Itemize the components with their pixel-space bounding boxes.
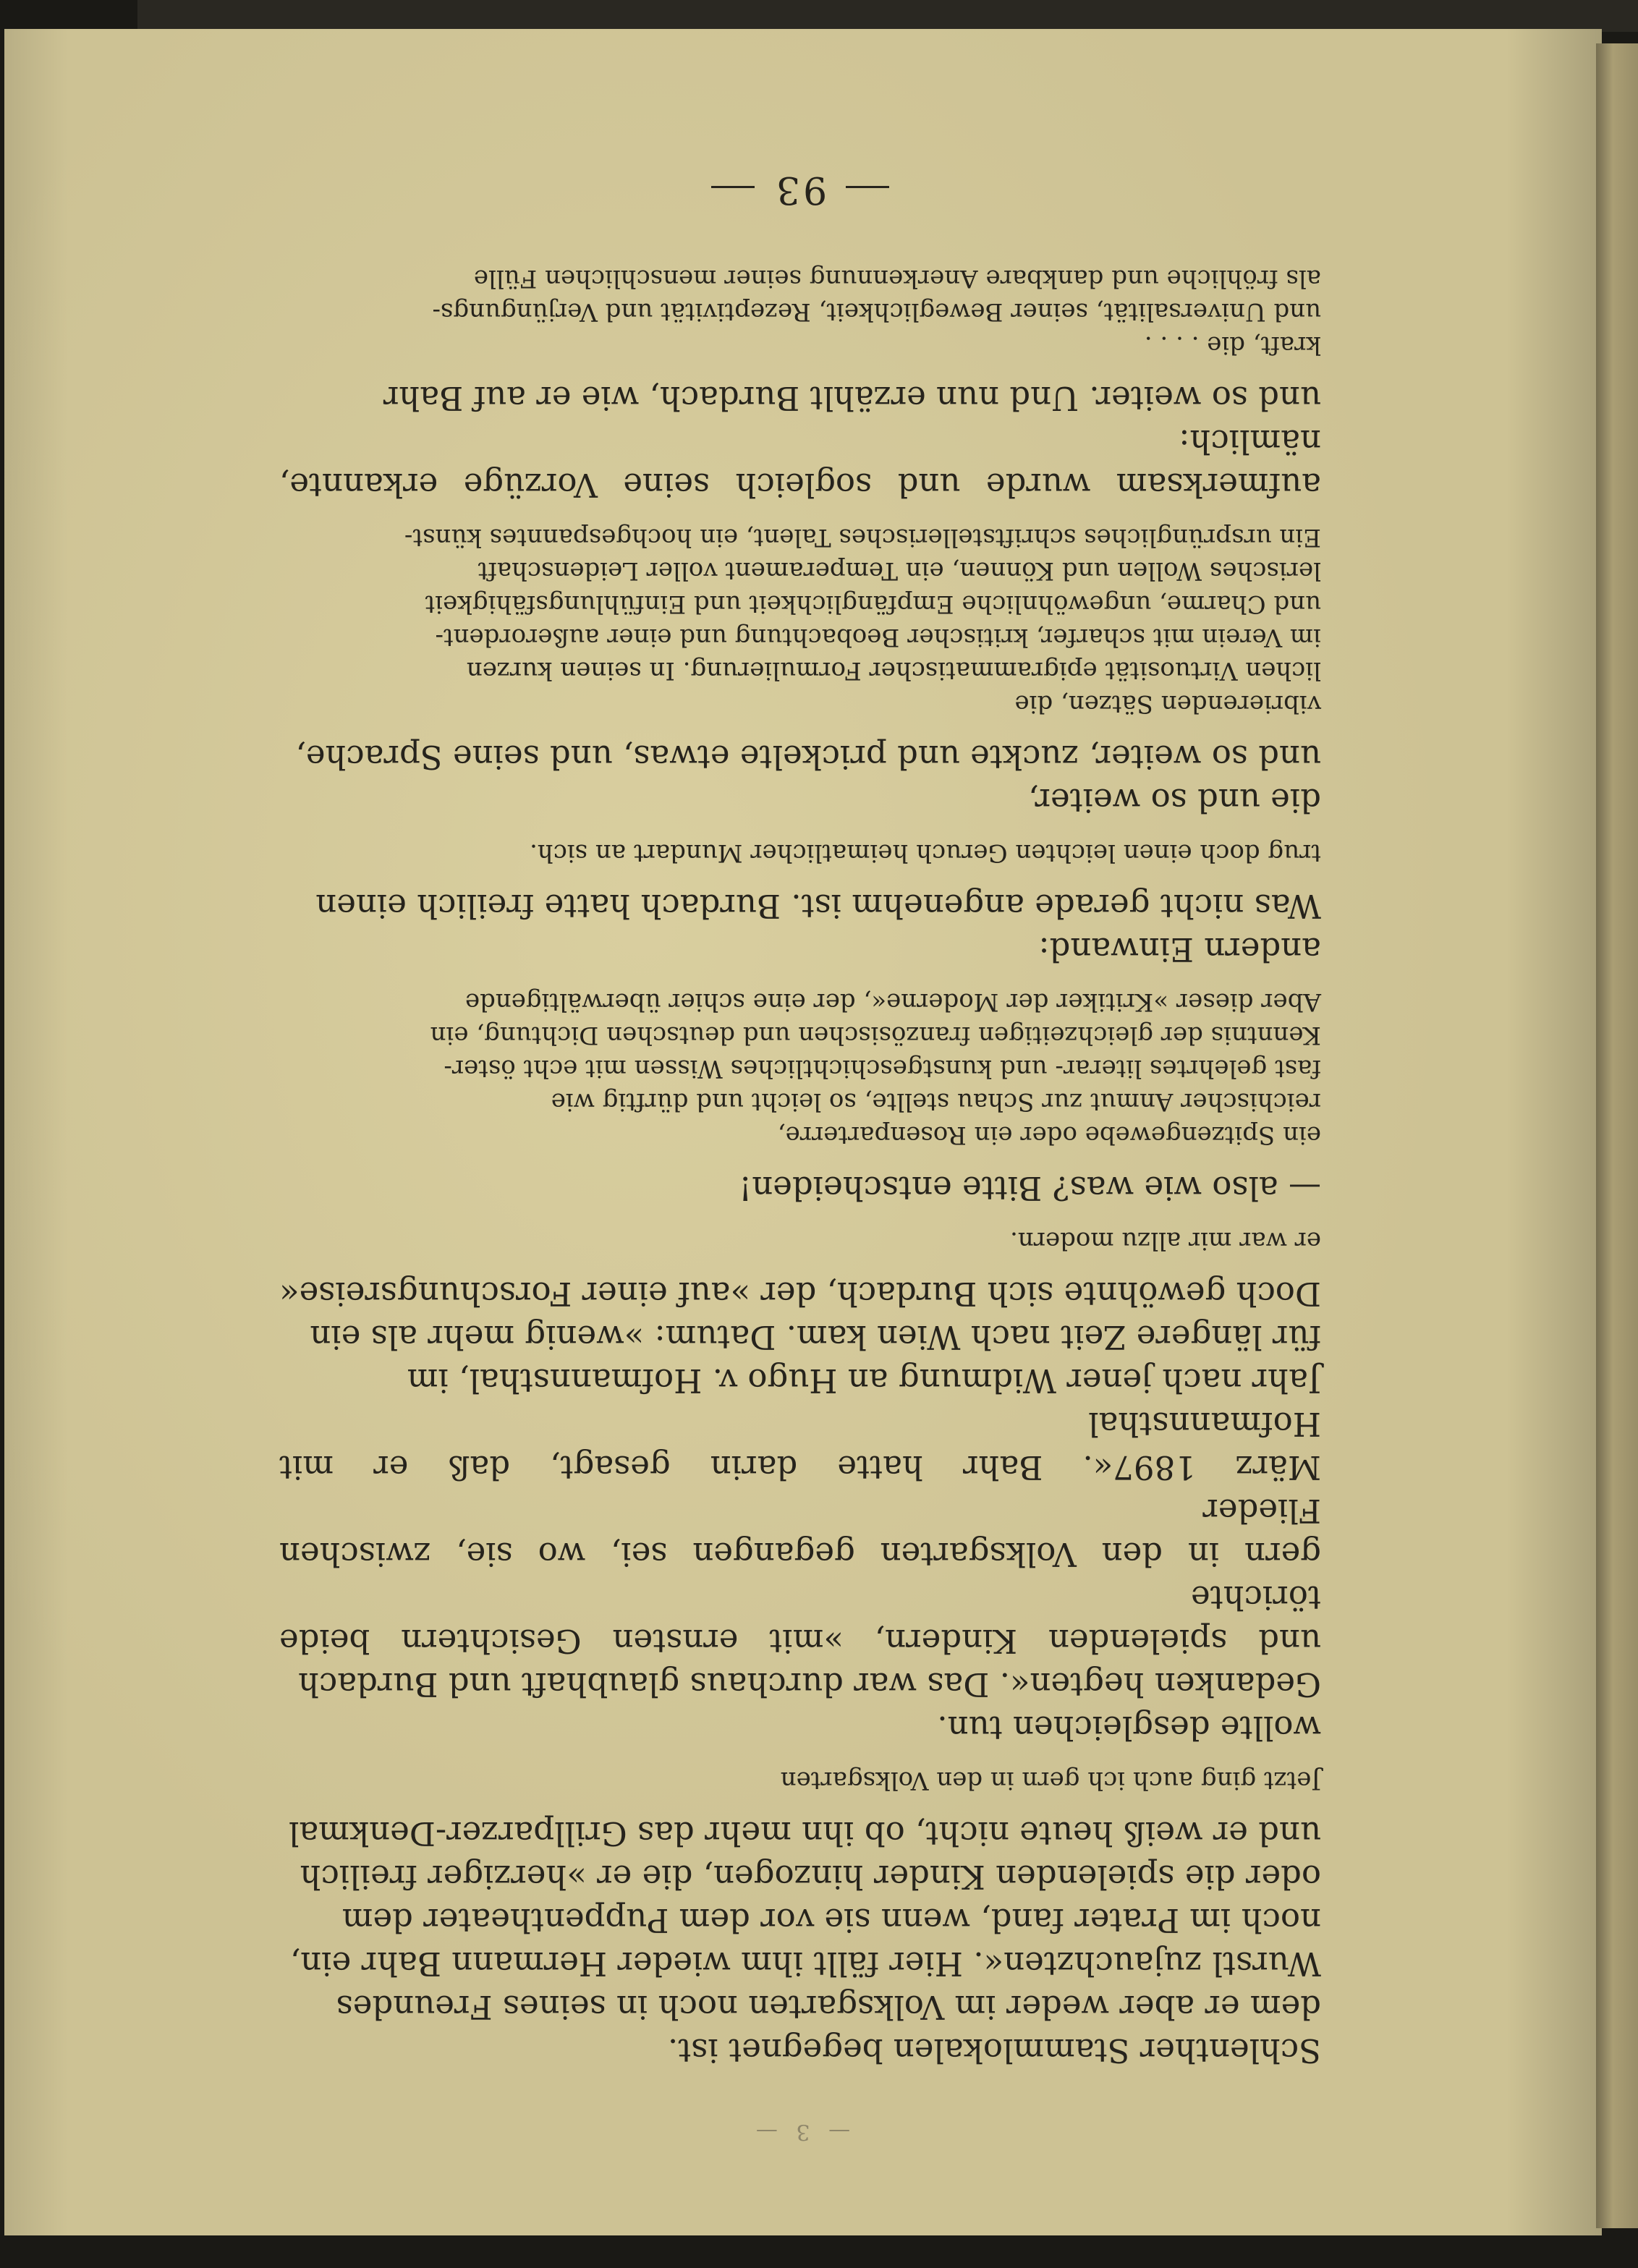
block-gap: [279, 971, 1321, 985]
block-gap: [279, 1210, 1321, 1224]
quote-line: lerisches Wollen und Können, ein Temperament voller Leidenschaft: [478, 556, 1321, 585]
page-number-dash-right: [711, 186, 755, 188]
block-gap: [279, 870, 1321, 884]
text-line: März 1897«. Bahr hatte darin gesagt, daß er mit Hofmannsthal: [279, 1405, 1321, 1487]
text-line: Jahr nach jener Widmung an Hugo v. Hofmannsthal, im: [407, 1362, 1321, 1400]
text-line: oder die spielenden Kinder hinzogen, die er »herziger freilich: [300, 1858, 1321, 1896]
text-line: und so weiter. Und nun erzählt Burdach, wie er auf Bahr: [383, 379, 1321, 417]
quote-line: im Verein mit scharfer, kritischer Beobachtung und einer außerordent-: [435, 623, 1321, 652]
text-line: Gedanken hegten«. Das war durchaus glaubhaft und Burdach: [298, 1665, 1321, 1704]
block-gap: [279, 506, 1321, 521]
block-gap: [279, 822, 1321, 836]
rotated-text-block: [279, 168, 1321, 2144]
text-line: Was nicht gerade angenehm ist. Burdach hatte freilich einen: [315, 887, 1321, 925]
text-line: noch im Prater fand, wenn sie vor dem Puppentheater dem: [341, 1901, 1321, 1940]
quote-line: als fröhliche und dankbare Anerkennung seiner menschlichen Fülle: [473, 264, 1321, 293]
quote-line: er war mir allzu modern.: [1010, 1226, 1321, 1255]
page-number-dash-left: [846, 186, 889, 188]
quote-line: vibrierenden Sätzen, die: [1014, 689, 1321, 718]
text-line: Wurstl zujauchzten«. Hier fällt ihm wieder Hermann Bahr ein,: [289, 1945, 1321, 1983]
quote-line: fast gelehrtes literar- und kunstgeschichtliches Wissen mit echt öster-: [444, 1054, 1321, 1083]
quote-line: und Charme, ungewöhnliche Empfänglichkeit und Einfühlungsfähigkeit: [425, 590, 1321, 619]
adjacent-page-strip: [1596, 43, 1638, 2228]
text-line: aufmerksam wurde und sogleich seine Vorzüge erkannte, nämlich:: [279, 422, 1321, 504]
quote-line: Jetzt ging auch ich gern in den Volksgarten: [780, 1766, 1321, 1795]
block-gap: [279, 1797, 1321, 1812]
block-gap: [279, 1152, 1321, 1166]
quote-line: Ein ursprüngliches schriftstellerisches Talent, ein hochgespanntes künst-: [404, 523, 1321, 552]
text-body: [279, 262, 1321, 2072]
text-line: — also wie was? Bitte entscheiden!: [739, 1169, 1321, 1207]
block-gap: [279, 721, 1321, 735]
text-line: für längere Zeit nach Wien kam. Datum: »wenig mehr als ein: [310, 1318, 1321, 1356]
text-line: und spielenden Kindern, »mit ernsten Gesichtern beide törichte: [279, 1579, 1321, 1660]
text-line: die und so weiter,: [1028, 781, 1321, 820]
quote-line: kraft, die . . . .: [1144, 331, 1321, 360]
quote-line: und Universalität, seiner Beweglichkeit, Rezeptivität und Verjüngungs-: [432, 297, 1321, 326]
page-number: 93: [773, 168, 828, 211]
page-number-line: [279, 168, 1321, 211]
quote-line: Kenntnis der gleichzeitigen französischen und deutschen Dichtung, ein: [430, 1021, 1321, 1050]
text-line: wollte desgleichen tun.: [937, 1709, 1321, 1747]
block-gap: [279, 1749, 1321, 1764]
text-line: und so weiter, zuckte und prickelte etwas, und seine Sprache,: [295, 738, 1321, 776]
quote-line: reichischer Anmut zur Schau stellte, so leicht und dürftig wie: [551, 1087, 1321, 1116]
block-gap: [279, 1257, 1321, 1272]
text-line: andern Einwand:: [1038, 930, 1321, 969]
text-line: Schlenther Stammlokalen begegnet ist.: [667, 2031, 1321, 2070]
book-top-edge: [137, 0, 1638, 32]
quote-line: ein Spitzengewebe oder ein Rosenparterre,: [777, 1121, 1321, 1150]
block-gap: [279, 362, 1321, 376]
text-line: Doch gewöhnte sich Burdach, der »auf einer Forschungsreise«: [279, 1275, 1321, 1313]
text-line: und er weiß heute nicht, ob ihn mehr das Grillparzer-Denkmal: [289, 1814, 1321, 1853]
quote-line: Aber dieser »Kritiker der Moderne«, der eine schier überwältigende: [464, 988, 1321, 1016]
text-line: gern in den Volksgarten gegangen sei, wo sie, zwischen Flieder: [279, 1492, 1321, 1573]
running-header: — 3 —: [750, 2119, 851, 2144]
quote-line: lichen Virtuosität epigrammatischer Formulierung. In seinen kurzen: [466, 656, 1321, 685]
quote-line: trug doch einen leichten Geruch heimatlicher Mundart an sich.: [530, 838, 1321, 867]
text-line: dem er aber weder im Volksgarten noch in seines Freundes: [336, 1988, 1321, 2026]
